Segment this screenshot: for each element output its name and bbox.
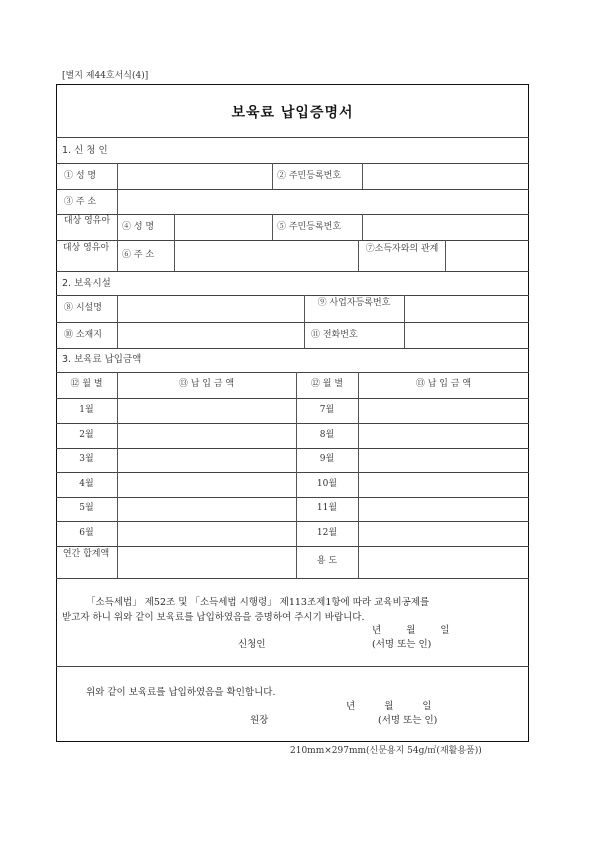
- applicant-rrn-label: ② 주민등록번호: [277, 171, 342, 181]
- child-label: 대상 영유아: [63, 216, 111, 226]
- column-divider: [272, 214, 273, 240]
- confirm-director: 원장: [250, 715, 269, 726]
- month-label: 5월: [79, 503, 94, 513]
- month-header-left: ⑫ 월 별: [70, 379, 103, 389]
- divider: [56, 271, 529, 272]
- divider: [56, 521, 529, 522]
- month-header-right: ⑫ 월 별: [310, 379, 344, 389]
- column-divider: [117, 372, 118, 578]
- column-divider: [117, 295, 118, 348]
- statement-date: 년 월 일: [372, 625, 450, 636]
- divider: [56, 240, 529, 241]
- confirm-date: 년 월 일: [346, 701, 432, 712]
- column-divider: [272, 163, 273, 189]
- form-reference: [별지 제44호서식(4)]: [62, 71, 149, 81]
- column-divider: [296, 372, 297, 578]
- confirm-sign: (서명 또는 인): [378, 715, 438, 726]
- facility-location-label: ⑩ 소재지: [64, 330, 102, 340]
- statement-sign: (서명 또는 인): [372, 639, 432, 650]
- page-title: 보육료 납입증명서: [231, 105, 354, 121]
- amount-header-right: ⑬ 납 입 금 액: [415, 379, 472, 389]
- statement-line-2: 받고자 하니 위와 같이 보육료를 납입하였음을 증명하여 주시기 바랍니다.: [62, 612, 365, 623]
- divider: [56, 578, 529, 579]
- divider: [56, 472, 529, 473]
- facility-name-label: ⑧ 시설명: [64, 303, 102, 313]
- applicant-address-label: ③ 주 소: [64, 197, 97, 207]
- month-label: 1월: [79, 405, 94, 415]
- paper-spec: 210mm×297mm(신문용지 54g/㎡(재활용품)): [290, 746, 482, 756]
- divider: [56, 137, 529, 138]
- month-label: 9월: [319, 454, 335, 464]
- column-divider: [174, 214, 175, 271]
- child-label-2: 대상 영유아: [62, 243, 110, 253]
- column-divider: [445, 240, 446, 271]
- divider: [56, 666, 529, 667]
- form-frame: [56, 84, 529, 742]
- divider: [56, 322, 529, 323]
- divider: [56, 546, 529, 547]
- divider: [56, 448, 529, 449]
- month-label: 8월: [319, 430, 335, 440]
- month-label: 3월: [79, 454, 94, 464]
- relation-label: ⑦소득자와의 관계: [365, 244, 439, 254]
- month-label: 7월: [319, 405, 335, 415]
- divider: [56, 372, 529, 373]
- divider: [56, 295, 529, 296]
- month-label: 6월: [79, 528, 94, 538]
- child-address-label: ⑥ 주 소: [122, 250, 155, 260]
- facility-phone-label: ⑪ 전화번호: [311, 330, 358, 340]
- facility-bizno-label: ⑨ 사업자등록번호: [317, 298, 391, 308]
- section-payment: 3. 보육료 납입금액: [62, 354, 142, 365]
- column-divider: [362, 163, 363, 189]
- column-divider: [362, 214, 363, 240]
- month-label: 11월: [316, 503, 338, 513]
- month-label: 10월: [316, 479, 338, 489]
- divider: [56, 189, 529, 190]
- divider: [56, 497, 529, 498]
- column-divider: [304, 295, 305, 348]
- column-divider: [358, 240, 359, 271]
- column-divider: [358, 372, 359, 578]
- divider: [56, 423, 529, 424]
- child-rrn-label: ⑤ 주민등록번호: [277, 222, 342, 232]
- child-name-label: ④ 성 명: [122, 222, 155, 232]
- column-divider: [404, 295, 405, 348]
- statement-applicant: 신청인: [238, 639, 266, 650]
- divider: [56, 348, 529, 349]
- month-label: 12월: [316, 528, 338, 538]
- amount-header-left: ⑬ 납 입 금 액: [178, 379, 235, 389]
- confirm-line: 위와 같이 보육료를 납입하였음을 확인합니다.: [86, 687, 276, 698]
- divider: [56, 163, 529, 164]
- month-label: 4월: [79, 479, 94, 489]
- annual-total-label: 연간 합계액: [62, 549, 110, 559]
- section-facility: 2. 보육시설: [62, 278, 111, 289]
- divider: [56, 214, 529, 215]
- divider: [56, 398, 529, 399]
- statement-line-1: 「소득세법」 제52조 및 「소득세법 시행령」 제113조제1항에 따라 교육비공제를: [86, 597, 430, 608]
- month-label: 2월: [79, 430, 94, 440]
- section-applicant: 1. 신 청 인: [62, 145, 108, 156]
- usage-label: 용 도: [316, 556, 338, 566]
- applicant-name-label: ① 성 명: [64, 171, 97, 181]
- column-divider: [117, 163, 118, 271]
